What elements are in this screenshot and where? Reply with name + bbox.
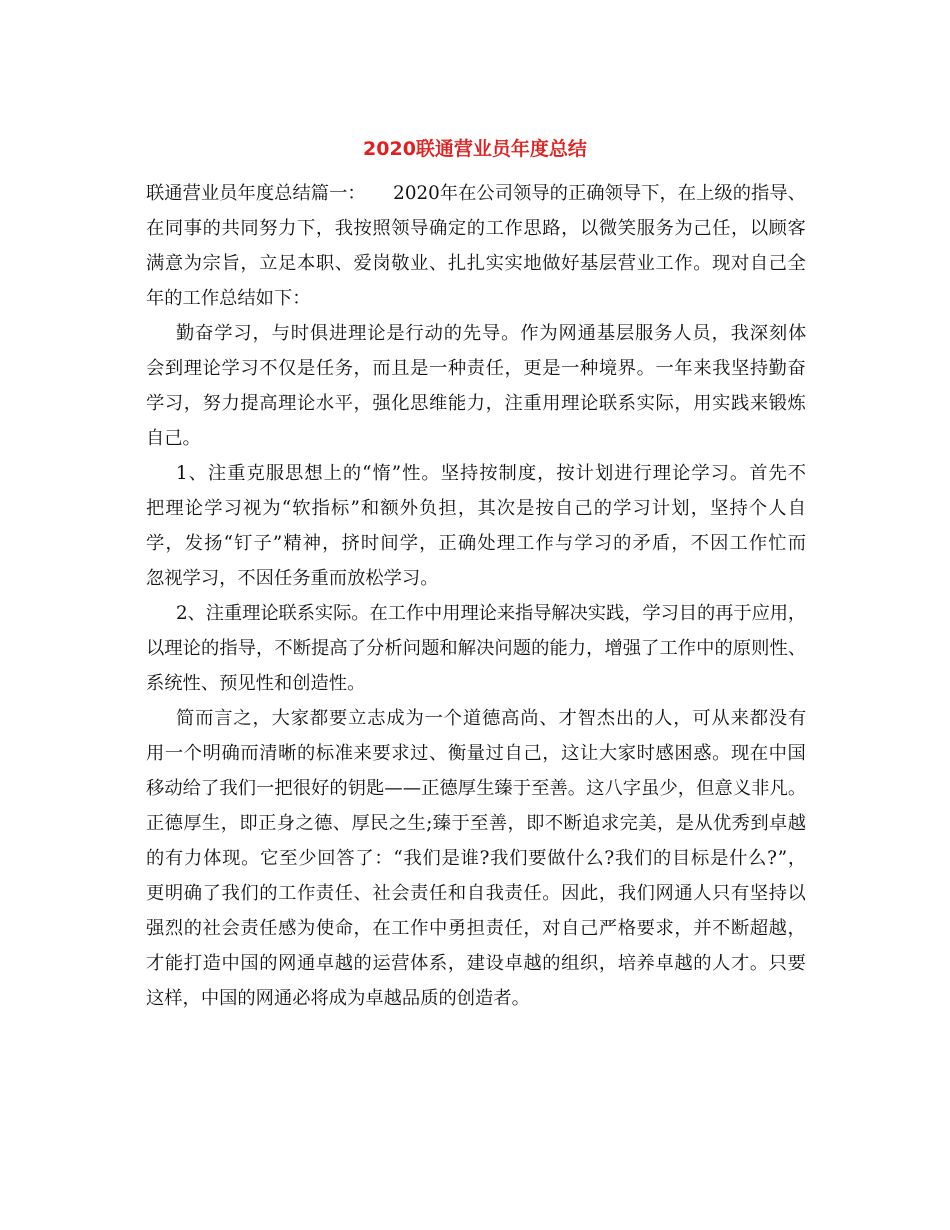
body-line: 把理论学习视为“软指标”和额外负担，其次是按自己的学习计划，坚持个人自 xyxy=(146,498,808,519)
body-line: 更明确了我们的工作责任、社会责任和自我责任。因此，我们网通人只有坚持以 xyxy=(146,883,807,904)
document-title: 2020联通营业员年度总结 xyxy=(363,138,587,160)
body-line: 联通营业员年度总结篇一： 2020年在公司领导的正确领导下，在上级的指导、 xyxy=(146,183,806,204)
body-line: 在同事的共同努力下，我按照领导确定的工作思路，以微笑服务为己任，以顾客 xyxy=(146,218,807,239)
body-line: 正德厚生，即正身之德、厚民之生;臻于至善，即不断追求完美，是从优秀到卓越 xyxy=(146,813,807,834)
body-line: 简而言之，大家都要立志成为一个道德高尚、才智杰出的人，可从来都没有 xyxy=(176,708,808,729)
body-line: 移动给了我们一把很好的钥匙——正德厚生臻于至善。这八字虽少，但意义非凡。 xyxy=(146,778,807,799)
body-line: 这样，中国的网通必将成为卓越品质的创造者。 xyxy=(146,988,530,1009)
body-line: 强烈的社会责任感为使命，在工作中勇担责任，对自己严格要求，并不断超越， xyxy=(146,918,807,939)
body-line: 用一个明确而清晰的标准来要求过、衡量过自己，这让大家时感困惑。现在中国 xyxy=(146,743,807,764)
body-line: 会到理论学习不仅是任务，而且是一种责任，更是一种境界。一年来我坚持勤奋 xyxy=(146,358,807,379)
body-line: 年的工作总结如下： xyxy=(146,288,311,309)
body-line: 自己。 xyxy=(146,428,201,449)
body-line: 忽视学习，不因任务重而放松学习。 xyxy=(146,568,439,589)
body-line: 1、注重克服思想上的“惰”性。坚持按制度，按计划进行理论学习。首先不 xyxy=(176,463,808,484)
body-line: 的有力体现。它至少回答了：“我们是谁?我们要做什么?我们的目标是什么?”， xyxy=(146,848,807,869)
body-line: 勤奋学习，与时俱进理论是行动的先导。作为网通基层服务人员，我深刻体 xyxy=(176,323,808,344)
body-line: 才能打造中国的网通卓越的运营体系，建设卓越的组织，培养卓越的人才。只要 xyxy=(146,953,807,974)
body-line: 2、注重理论联系实际。在工作中用理论来指导解决实践，学习目的再于应用， xyxy=(176,603,807,624)
body-line: 以理论的指导，不断提高了分析问题和解决问题的能力，增强了工作中的原则性、 xyxy=(146,638,807,659)
body-line: 学，发扬“钉子”精神，挤时间学，正确处理工作与学习的矛盾，不因工作忙而 xyxy=(146,533,808,554)
body-line: 系统性、预见性和创造性。 xyxy=(146,673,366,694)
body-line: 满意为宗旨，立足本职、爱岗敬业、扎扎实实地做好基层营业工作。现对自己全 xyxy=(146,253,807,274)
body-line: 学习，努力提高理论水平，强化思维能力，注重用理论联系实际，用实践来锻炼 xyxy=(146,393,807,414)
